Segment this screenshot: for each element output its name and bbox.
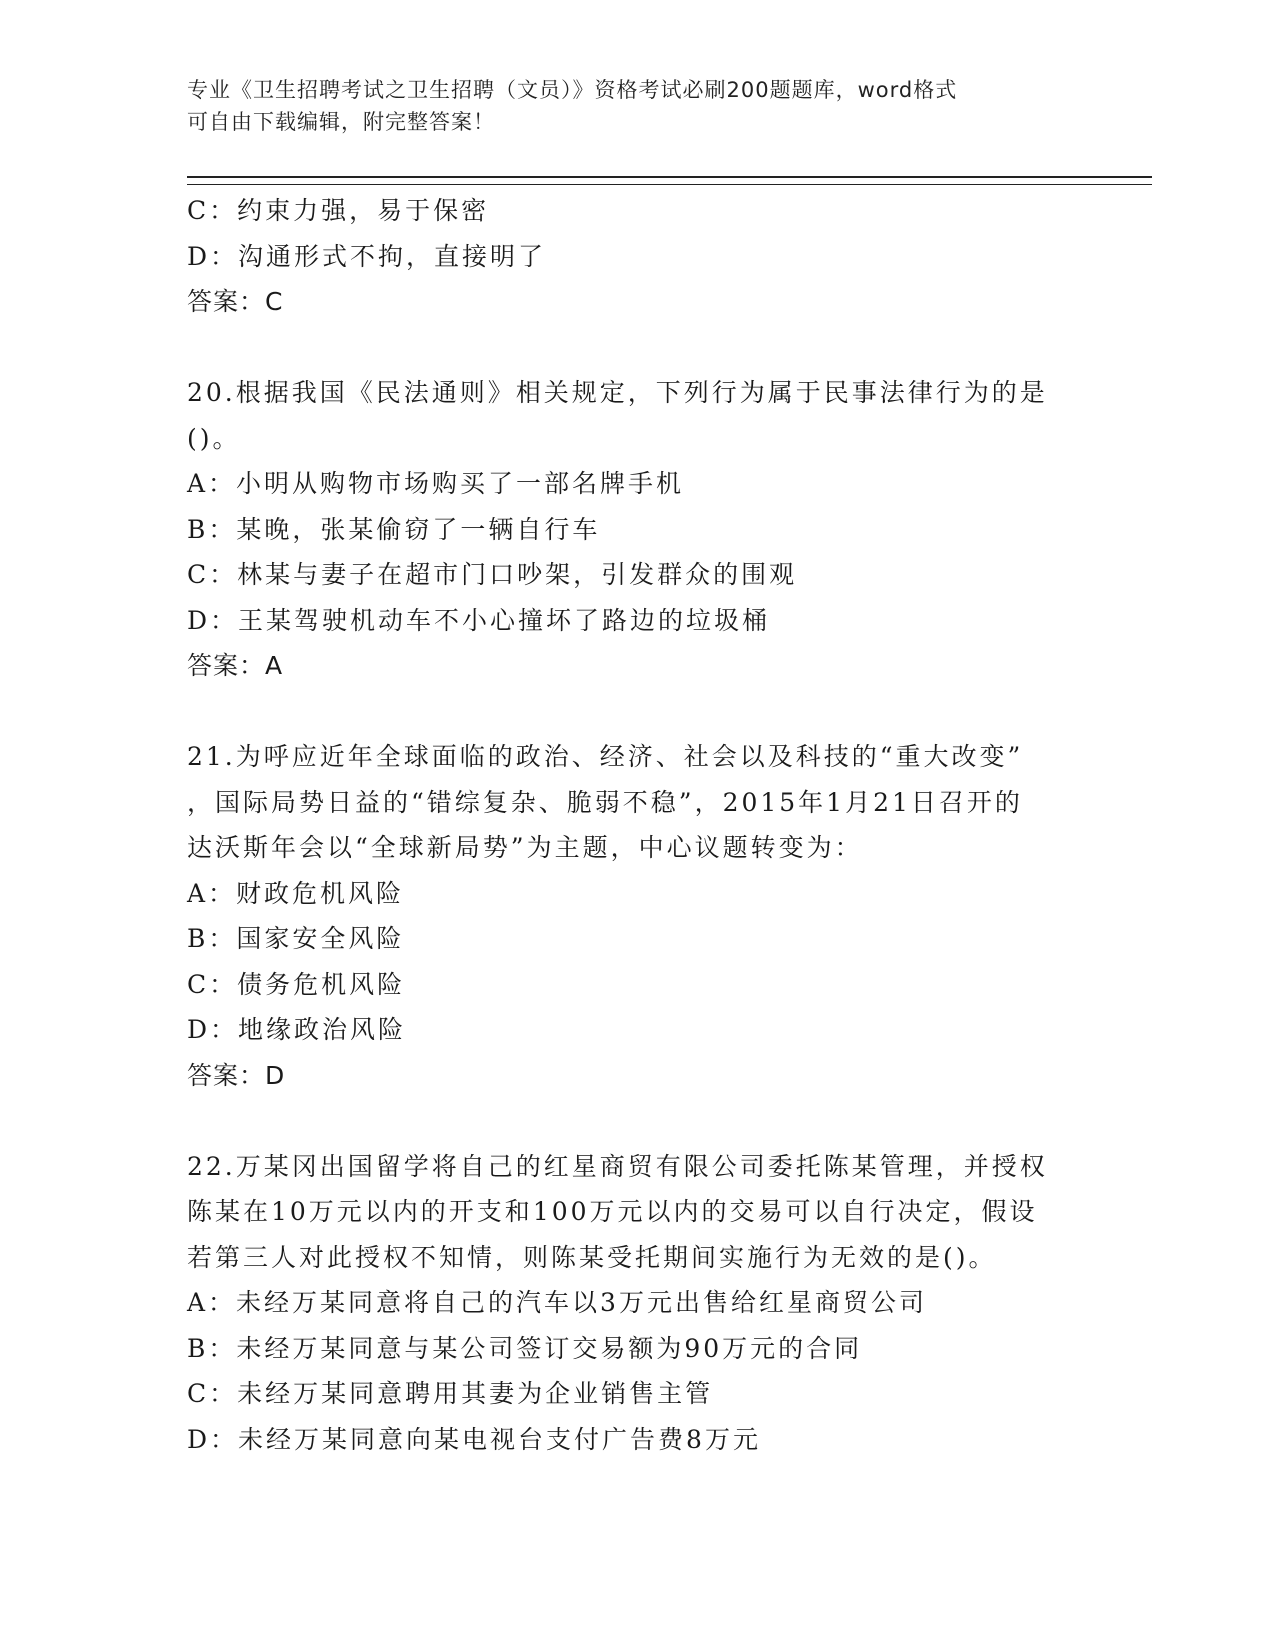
option-a: A：小明从购物市场购买了一部名牌手机 — [187, 469, 685, 498]
spacer — [187, 325, 1087, 371]
answer-line: 答案：C — [187, 287, 284, 316]
question-stem-line: 21.为呼应近年全球面临的政治、经济、社会以及科技的“重大改变” — [187, 742, 1024, 771]
header-title-line-1: 专业《卫生招聘考试之卫生招聘（文员）》资格考试必刷200题题库，word格式 — [187, 78, 958, 102]
question-stem-line: 22.万某冈出国留学将自己的红星商贸有限公司委托陈某管理，并授权 — [187, 1151, 1048, 1181]
option-d: D：未经万某同意向某电视台支付广告费8万元 — [187, 1424, 761, 1454]
header-divider — [187, 176, 1152, 185]
option-c: C：未经万某同意聘用其妻为企业销售主管 — [187, 1379, 714, 1408]
option-d: D：沟通形式不拘，直接明了 — [187, 241, 547, 271]
question-21 — [187, 734, 1087, 1098]
spacer — [187, 689, 1087, 735]
question-block-previous — [187, 188, 1087, 325]
option-c: C：债务危机风险 — [187, 969, 406, 999]
spacer — [187, 1098, 1087, 1144]
document-body — [187, 188, 1087, 1462]
option-b: B：某晚，张某偷窃了一辆自行车 — [187, 514, 601, 544]
header-title-line-2: 可自由下载编辑，附完整答案！ — [187, 110, 495, 134]
page-header — [187, 74, 1087, 138]
option-b: B：未经万某同意与某公司签订交易额为90万元的合同 — [187, 1333, 863, 1363]
question-stem-line: ，国际局势日益的“错综复杂、脆弱不稳”，2015年1月21日召开的 — [187, 787, 1023, 817]
option-d: D：地缘政治风险 — [187, 1015, 407, 1044]
question-stem-line: 若第三人对此授权不知情，则陈某受托期间实施行为无效的是()。 — [187, 1242, 997, 1272]
option-d: D：王某驾驶机动车不小心撞坏了路边的垃圾桶 — [187, 605, 771, 635]
option-a: A：财政危机风险 — [187, 878, 405, 908]
question-20 — [187, 370, 1087, 689]
option-c: C：约束力强，易于保密 — [187, 196, 490, 225]
question-stem-line: ()。 — [187, 423, 241, 453]
question-22 — [187, 1144, 1087, 1463]
option-b: B：国家安全风险 — [187, 924, 405, 953]
option-c: C：林某与妻子在超市门口吵架，引发群众的围观 — [187, 560, 798, 589]
answer-line: 答案：D — [187, 1060, 286, 1090]
question-stem-line: 20.根据我国《民法通则》相关规定，下列行为属于民事法律行为的是 — [187, 378, 1048, 407]
answer-line: 答案：A — [187, 651, 284, 680]
question-stem-line: 达沃斯年会以“全球新局势”为主题，中心议题转变为： — [187, 833, 863, 862]
option-a: A：未经万某同意将自己的汽车以3万元出售给红星商贸公司 — [187, 1288, 927, 1317]
question-stem-line: 陈某在10万元以内的开支和100万元以内的交易可以自行决定，假设 — [187, 1197, 1038, 1226]
